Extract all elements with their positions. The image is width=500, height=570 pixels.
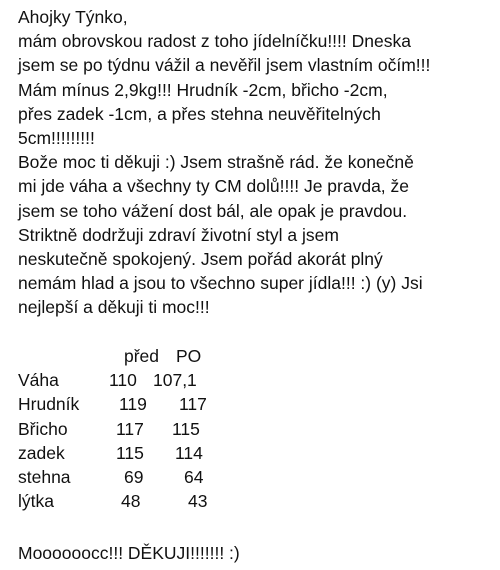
- message-line: jsem se po týdnu vážil a nevěřil jsem vlastním očím!!!: [18, 55, 431, 76]
- measurement-label: Hrudník: [18, 394, 80, 415]
- measurement-before: 117: [116, 418, 144, 439]
- message-line: jsem se toho vážení dost bál, ale opak je pravdou.: [18, 200, 408, 221]
- measurement-before: 48: [121, 491, 141, 512]
- after-column-header: PO: [176, 346, 202, 366]
- message-line: neskutečně spokojený. Jsem pořád akorát plný: [18, 248, 383, 269]
- message-line: nejlepší a děkuji ti moc!!!: [18, 297, 210, 318]
- measurement-after: 117: [179, 394, 207, 415]
- message-line: mám obrovskou radost z toho jídelníčku!!!! Dneska: [18, 31, 411, 52]
- measurement-after: 43: [188, 491, 208, 512]
- before-column-header: před: [124, 346, 160, 366]
- measurement-before: 115: [116, 442, 144, 463]
- message-line: přes zadek -1cm, a přes stehna neuvěřitelných: [18, 103, 381, 124]
- measurement-before: 119: [119, 394, 147, 415]
- measurement-label: Břicho: [18, 418, 68, 439]
- measurement-after: 115: [172, 418, 200, 439]
- measurement-label: Váha: [18, 370, 59, 391]
- measurement-after: 114: [175, 442, 203, 463]
- measurement-before: 110: [109, 370, 137, 391]
- message-body: [18, 5, 488, 319]
- measurement-after: 107,1: [153, 370, 197, 391]
- message-line: mi jde váha a všechny ty CM dolů!!!! Je pravda, že: [18, 176, 410, 197]
- message-line: 5cm!!!!!!!!!: [18, 127, 95, 148]
- message-line: Mám mínus 2,9kg!!! Hrudník -2cm, břicho -2cm,: [18, 79, 388, 100]
- greeting-line: Ahojky Týnko,: [18, 7, 128, 27]
- measurement-label: zadek: [18, 442, 65, 463]
- measurement-label: stehna: [18, 466, 71, 487]
- measurement-after: 64: [184, 466, 204, 487]
- message-line: nemám hlad a jsou to všechno super jídla!!! :) (y) Jsi: [18, 273, 423, 294]
- message-line: Striktně dodržuji zdraví životní styl a jsem: [18, 224, 339, 245]
- closing-line: Moooooocc!!! DĚKUJI!!!!!!! :): [18, 543, 240, 563]
- measurement-before: 69: [124, 466, 144, 487]
- measurement-label: lýtka: [18, 491, 54, 512]
- message-line: Bože moc ti děkuji :) Jsem strašně rád. že konečně: [18, 152, 414, 173]
